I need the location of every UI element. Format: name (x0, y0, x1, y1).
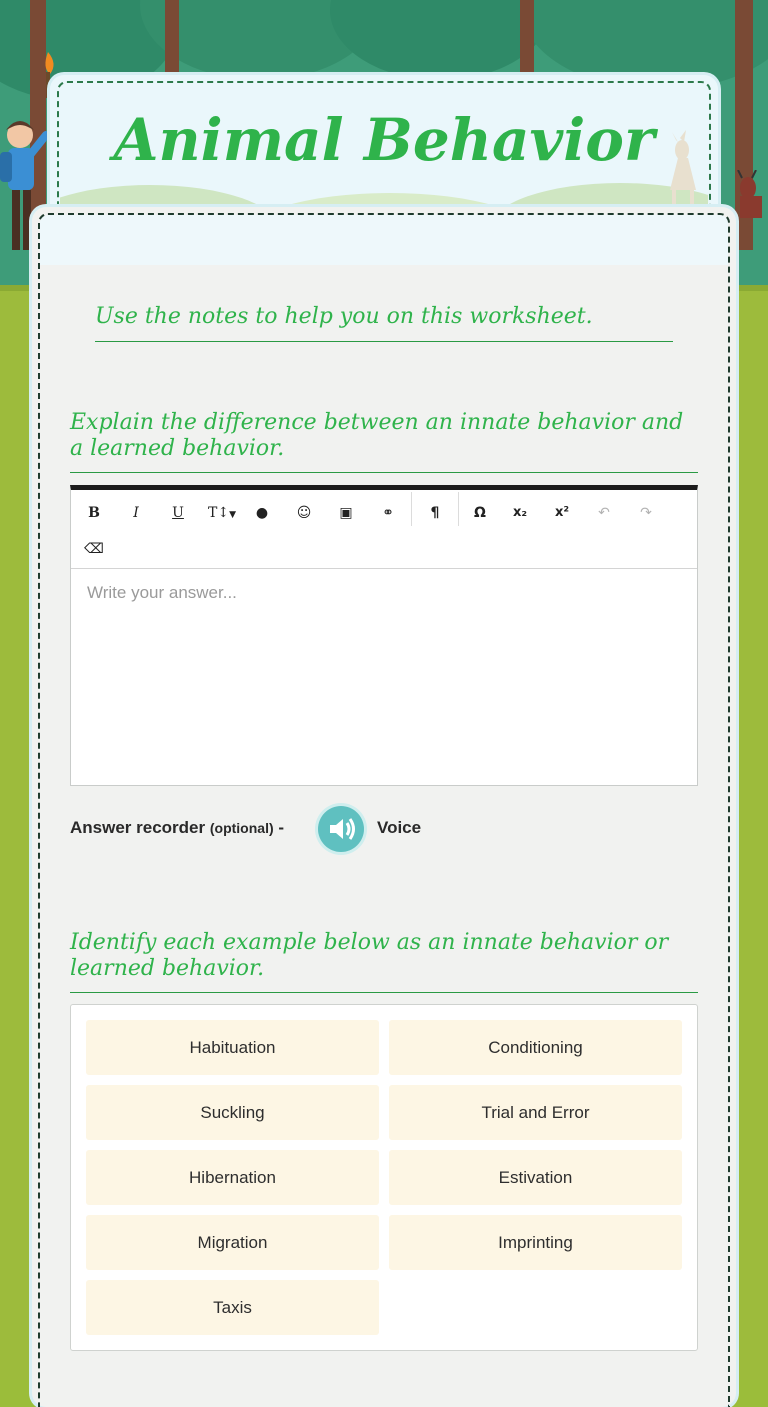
emoji-icon[interactable]: ☺ (296, 505, 312, 521)
voice-record-button[interactable] (318, 806, 364, 852)
optional-tag: (optional) (209, 820, 274, 836)
tile-migration[interactable]: Migration (86, 1215, 379, 1270)
italic-button[interactable]: I (133, 505, 139, 521)
superscript-button[interactable]: x² (554, 505, 570, 520)
drag-tile-bank (70, 1004, 698, 1351)
tile-suckling[interactable]: Suckling (86, 1085, 379, 1140)
tile-habituation[interactable]: Habituation (86, 1020, 379, 1075)
link-icon[interactable]: ⚭ (382, 505, 394, 521)
editor-toolbar (71, 490, 697, 569)
image-icon[interactable]: ▣ (339, 505, 353, 521)
tile-hibernation[interactable]: Hibernation (86, 1150, 379, 1205)
text-size-label: T↕ (208, 505, 230, 521)
caret-down-icon: ▼ (229, 510, 236, 520)
redo-icon[interactable]: ↷ (640, 505, 652, 521)
paragraph-direction-icon[interactable]: ¶ (430, 505, 440, 521)
special-character-icon[interactable]: Ω (474, 505, 486, 521)
bold-button[interactable]: B (88, 505, 100, 521)
speaker-icon (318, 806, 364, 852)
question-2-prompt: Identify each example below as an innate behavior or learned behavior. (70, 930, 698, 993)
tile-trial-and-error[interactable]: Trial and Error (389, 1085, 682, 1140)
answer-editor (70, 485, 698, 786)
tile-conditioning[interactable]: Conditioning (389, 1020, 682, 1075)
voice-label: Voice (377, 818, 422, 837)
tile-imprinting[interactable]: Imprinting (389, 1215, 682, 1270)
text-size-dropdown[interactable] (203, 500, 241, 526)
answer-recorder (70, 808, 490, 852)
tile-taxis[interactable]: Taxis (86, 1280, 379, 1335)
question-1-prompt: Explain the difference between an innate behavior and a learned behavior. (70, 410, 698, 473)
text-color-icon[interactable]: ● (255, 505, 269, 521)
answer-input[interactable]: Write your answer... (87, 583, 237, 602)
clear-formatting-icon[interactable]: ⌫ (84, 541, 104, 557)
tile-estivation[interactable]: Estivation (389, 1150, 682, 1205)
underline-button[interactable]: U (172, 505, 184, 521)
subscript-button[interactable]: x₂ (512, 505, 528, 520)
page-title: Animal Behavior (113, 106, 655, 174)
answer-recorder-label: Answer recorder (optional) - (70, 818, 285, 837)
worksheet-note: Use the notes to help you on this worksheet. (95, 300, 673, 342)
undo-icon[interactable]: ↶ (598, 505, 610, 521)
